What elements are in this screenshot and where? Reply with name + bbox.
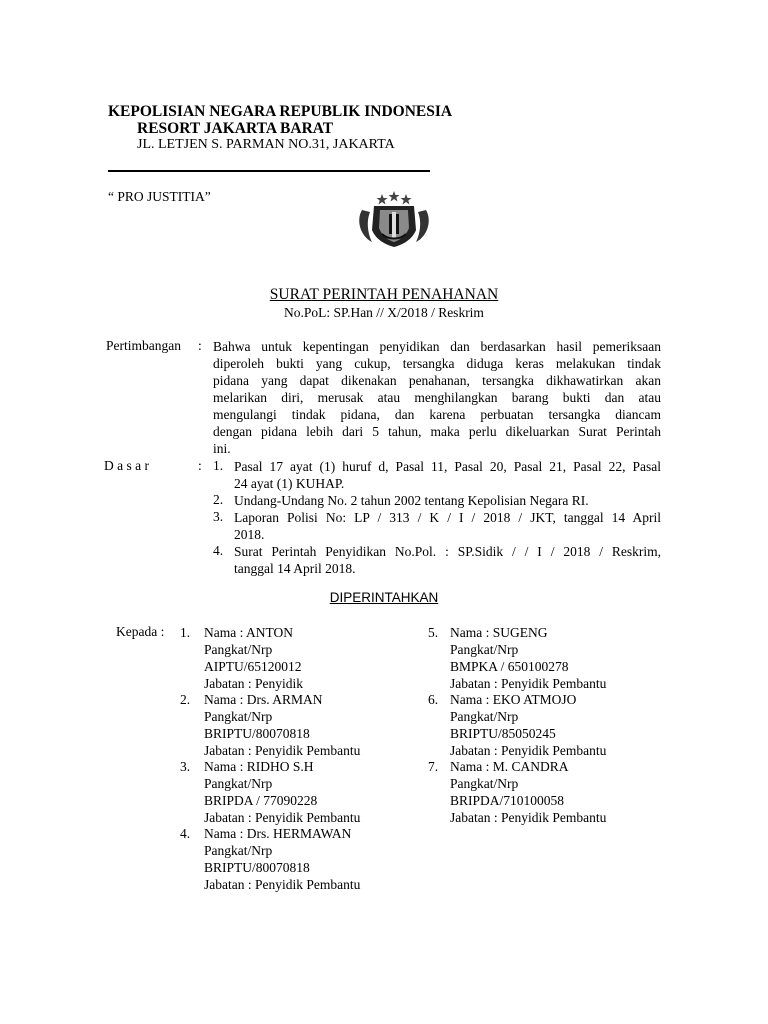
dasar-item-number: 4.	[213, 543, 224, 558]
person-number: 3.	[180, 759, 191, 774]
person-pangkat-label: Pangkat/Nrp	[450, 776, 519, 791]
diperintahkan-heading: DIPERINTAHKAN	[329, 590, 439, 605]
dasar-item-line: 2018.	[234, 527, 265, 542]
person-name: Nama : Drs. HERMAWAN	[204, 826, 352, 841]
pertimbangan-label: Pertimbangan	[106, 338, 181, 353]
person-number: 4.	[180, 826, 191, 841]
header-divider	[108, 170, 430, 172]
person-jabatan: Jabatan : Penyidik Pembantu	[450, 743, 607, 758]
unit-name: RESORT JAKARTA BARAT	[137, 120, 334, 137]
institution-name: KEPOLISIAN NEGARA REPUBLIK INDONESIA	[108, 103, 453, 120]
pertimbangan-line: mengulangi tindak pidana, dan karena perbuatan tersangka diancam	[213, 407, 661, 422]
person-name: Nama : M. CANDRA	[450, 759, 569, 774]
dasar-item-number: 1.	[213, 458, 224, 473]
person-pangkat-label: Pangkat/Nrp	[204, 776, 273, 791]
person-jabatan: Jabatan : Penyidik Pembantu	[204, 877, 361, 892]
person-pangkat-label: Pangkat/Nrp	[450, 642, 519, 657]
person-pangkat-label: Pangkat/Nrp	[204, 642, 273, 657]
dasar-item-number: 2.	[213, 492, 224, 507]
person-name: Nama : Drs. ARMAN	[204, 692, 323, 707]
pertimbangan-line: dengan pidana lebih dari 5 tahun, maka perlu dikeluarkan Surat Perintah	[213, 424, 661, 439]
person-pangkat: AIPTU/65120012	[204, 659, 302, 674]
person-jabatan: Jabatan : Penyidik Pembantu	[450, 676, 607, 691]
pertimbangan-line: pidana yang dapat dikenakan penahanan, tersangka dikhawatirkan akan	[213, 373, 661, 388]
person-number: 1.	[180, 625, 191, 640]
kepada-label: Kepada :	[116, 624, 165, 639]
person-pangkat-label: Pangkat/Nrp	[450, 709, 519, 724]
pertimbangan-line: melarikan diri, merusak atau menghilangkan barang bukti dan atau	[213, 390, 661, 405]
person-name: Nama : EKO ATMOJO	[450, 692, 577, 707]
dasar-item-line: 24 ayat (1) KUHAP.	[234, 476, 345, 491]
dasar-item-line: Laporan Polisi No: LP / 313 / K / I / 2018 / JKT, tanggal 14 April	[234, 510, 661, 525]
person-jabatan: Jabatan : Penyidik Pembantu	[450, 810, 607, 825]
person-number: 7.	[428, 759, 439, 774]
document-title: SURAT PERINTAH PENAHANAN	[269, 286, 499, 303]
person-pangkat: BRIPTU/80070818	[204, 726, 310, 741]
person-number: 2.	[180, 692, 191, 707]
person-name: Nama : SUGENG	[450, 625, 548, 640]
person-jabatan: Jabatan : Penyidik Pembantu	[204, 743, 361, 758]
person-pangkat: BRIPDA/710100058	[450, 793, 565, 808]
dasar-item-line: Pasal 17 ayat (1) huruf d, Pasal 11, Pasal 20, Pasal 21, Pasal 22, Pasal	[234, 459, 661, 474]
person-pangkat: BMPKA / 650100278	[450, 659, 569, 674]
dasar-label: D a s a r	[104, 458, 149, 473]
address: JL. LETJEN S. PARMAN NO.31, JAKARTA	[137, 137, 395, 152]
dasar-item-line: tanggal 14 April 2018.	[234, 561, 356, 576]
dasar-colon: :	[198, 458, 202, 473]
person-name: Nama : ANTON	[204, 625, 293, 640]
person-pangkat: BRIPTU/85050245	[450, 726, 556, 741]
person-number: 5.	[428, 625, 439, 640]
dasar-item-number: 3.	[213, 509, 224, 524]
document-number: No.PoL: SP.Han // X/2018 / Reskrim	[284, 305, 484, 320]
pertimbangan-line: Bahwa untuk kepentingan penyidikan dan berdasarkan hasil pemeriksaan	[213, 339, 661, 354]
pertimbangan-line: diperoleh bukti yang cukup, tersangka diduga keras melakukan tindak	[213, 356, 661, 371]
person-jabatan: Jabatan : Penyidik Pembantu	[204, 810, 361, 825]
person-pangkat: BRIPTU/80070818	[204, 860, 310, 875]
dasar-item-line: Surat Perintah Penyidikan No.Pol. : SP.Sidik / / I / 2018 / Reskrim,	[234, 544, 661, 559]
person-pangkat-label: Pangkat/Nrp	[204, 843, 273, 858]
person-jabatan: Jabatan : Penyidik	[204, 676, 303, 691]
police-emblem-icon	[356, 190, 432, 248]
person-pangkat: BRIPDA / 77090228	[204, 793, 318, 808]
pertimbangan-line: ini.	[213, 441, 231, 456]
dasar-item-line: Undang-Undang No. 2 tahun 2002 tentang Kepolisian Negara RI.	[234, 493, 589, 508]
person-name: Nama : RIDHO S.H	[204, 759, 314, 774]
person-number: 6.	[428, 692, 439, 707]
pro-justitia: “ PRO JUSTITIA”	[108, 189, 211, 204]
person-pangkat-label: Pangkat/Nrp	[204, 709, 273, 724]
pertimbangan-colon: :	[198, 338, 202, 353]
